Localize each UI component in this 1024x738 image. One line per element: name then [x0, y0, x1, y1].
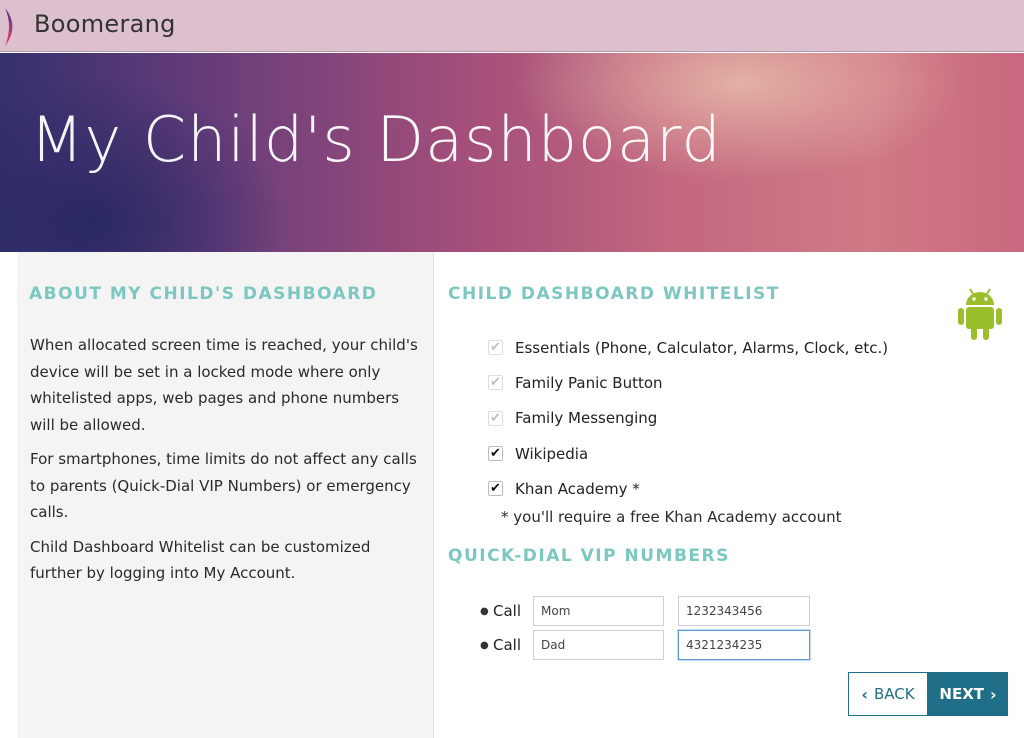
- checkbox-disabled-checked: ✔: [488, 340, 503, 355]
- about-panel: [17, 252, 434, 738]
- brand-name: Boomerang: [34, 10, 176, 38]
- whitelist-item-label: Family Messenging: [515, 409, 658, 428]
- about-title: ABOUT MY CHILD'S DASHBOARD: [29, 284, 378, 304]
- hero-banner: [0, 53, 1024, 252]
- quick-dial-row: [480, 596, 810, 626]
- navigation-buttons: [848, 672, 1008, 716]
- checkbox-disabled-checked: ✔: [488, 411, 503, 426]
- contact-name-input[interactable]: [533, 630, 664, 660]
- call-label: Call: [493, 636, 522, 654]
- whitelist-panel: [435, 252, 1024, 738]
- boomerang-logo-icon: [2, 6, 24, 48]
- back-button[interactable]: [848, 672, 928, 716]
- checkbox-wikipedia[interactable]: ✔: [488, 446, 503, 461]
- whitelist-item-label: Khan Academy *: [515, 479, 640, 498]
- about-text: [30, 332, 425, 595]
- whitelist-item-wikipedia[interactable]: [488, 436, 888, 471]
- whitelist-item-label: Essentials (Phone, Calculator, Alarms, Clock, etc.): [515, 338, 889, 357]
- whitelist-title: CHILD DASHBOARD WHITELIST: [448, 284, 780, 304]
- whitelist-list: [488, 330, 888, 506]
- next-button[interactable]: [928, 672, 1008, 716]
- page-title: My Child's Dashboard: [30, 103, 722, 176]
- khan-academy-note: * you'll require a free Khan Academy account: [501, 508, 842, 526]
- about-paragraph: Child Dashboard Whitelist can be customized further by logging into My Account.: [30, 537, 371, 582]
- bullet-icon: ●: [480, 639, 489, 651]
- quick-dial-row: [480, 630, 810, 660]
- android-icon: [957, 285, 1003, 341]
- checkbox-khan-academy[interactable]: ✔: [488, 481, 503, 496]
- checkbox-disabled-checked: ✔: [488, 375, 503, 390]
- next-button-label: NEXT: [939, 685, 984, 703]
- chevron-left-icon: ‹: [861, 684, 868, 704]
- chevron-right-icon: ›: [990, 684, 997, 704]
- contact-phone-input[interactable]: [678, 596, 810, 626]
- whitelist-item-khan-academy[interactable]: [488, 471, 888, 506]
- back-button-label: BACK: [873, 685, 915, 703]
- call-label: Call: [493, 602, 522, 620]
- whitelist-item-label: Family Panic Button: [515, 373, 663, 392]
- contact-phone-input[interactable]: [678, 630, 810, 660]
- about-paragraph: For smartphones, time limits do not affect any calls to parents (Quick-Dial VIP Numbers) or emergency calls.: [30, 450, 417, 521]
- bullet-icon: ●: [480, 605, 489, 617]
- whitelist-item-panic-button[interactable]: [488, 365, 888, 400]
- whitelist-item-messenging[interactable]: [488, 401, 888, 436]
- whitelist-item-label: Wikipedia: [515, 444, 589, 463]
- top-bar: [0, 0, 1024, 52]
- contact-name-input[interactable]: [533, 596, 664, 626]
- about-paragraph: When allocated screen time is reached, your child's device will be set in a locked mode where only whitelisted apps, web pages and phone numbers will be allowed.: [30, 336, 418, 434]
- whitelist-item-essentials[interactable]: [488, 330, 888, 365]
- quick-dial-title: QUICK-DIAL VIP NUMBERS: [448, 546, 730, 566]
